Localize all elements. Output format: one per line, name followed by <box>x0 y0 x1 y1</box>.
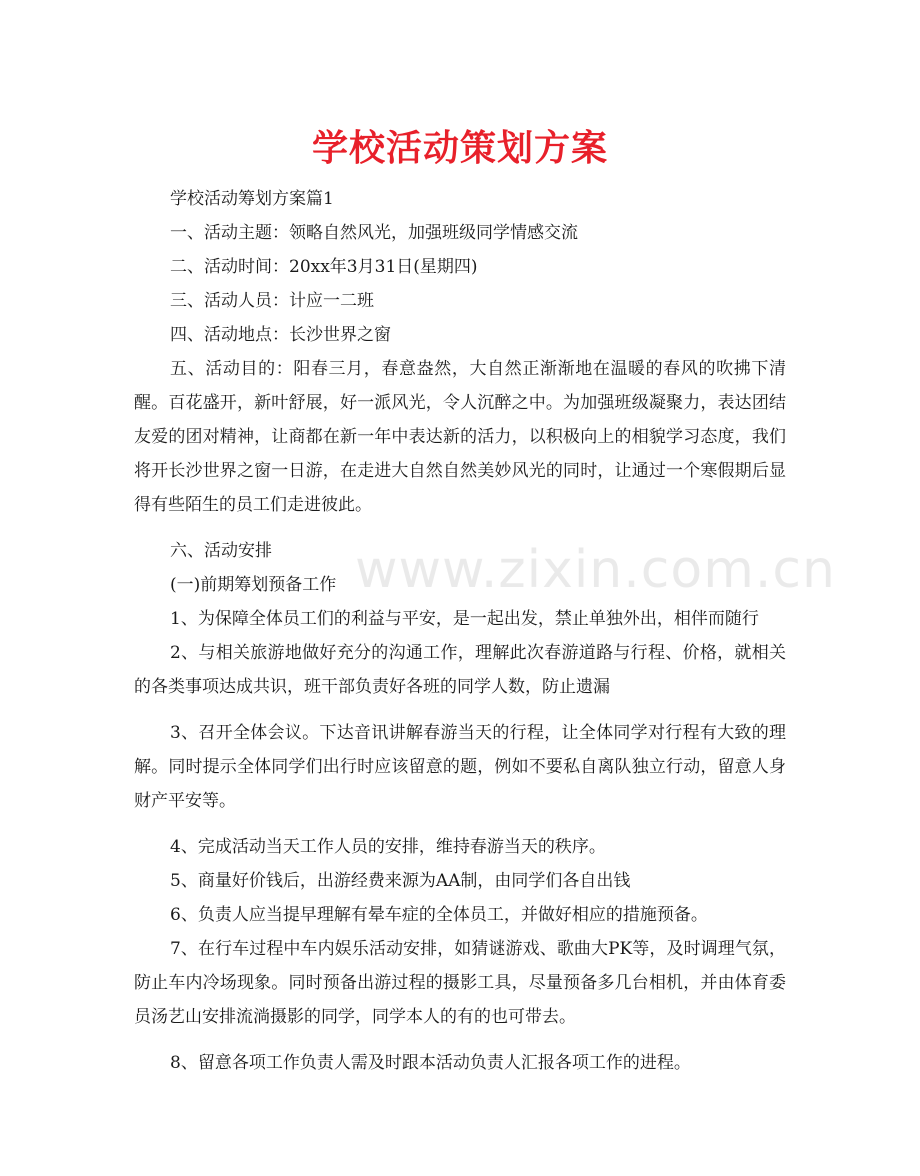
watermark: www.zixin.com.cn <box>355 540 836 600</box>
paragraph-item-1: 1、为保障全体员工们的利益与平安，是一起出发，禁止单独外出，相伴而随行 <box>170 609 759 629</box>
paragraph-item-2: 2、与相关旅游地做好充分的沟通工作，理解此次春游道路与行程、价格，就相关的各类事项达成共识，班干部负责好各班的同学人数，防止遗漏 <box>134 643 786 697</box>
document-body <box>134 182 786 1080</box>
document-title: 学校活动策划方案 <box>311 128 608 169</box>
paragraph-preparation: (一)前期筹划预备工作 <box>170 575 337 595</box>
paragraph-item-5: 5、商量好价钱后，出游经费来源为AA制，由同学们各自出钱 <box>170 871 631 891</box>
paragraph-item-6: 6、负责人应当提早理解有晕车症的全体员工，并做好相应的措施预备。 <box>170 905 708 925</box>
paragraph-location: 四、活动地点：长沙世界之窗 <box>170 325 391 345</box>
paragraph-theme: 一、活动主题：领略自然风光，加强班级同学情感交流 <box>170 223 578 243</box>
paragraph-time: 二、活动时间：20xx年3月31日(星期四) <box>170 257 478 277</box>
paragraph-purpose: 五、活动目的：阳春三月，春意盎然，大自然正渐渐地在温暖的春风的吹拂下清醒。百花盛开，新叶舒展，好一派风光，令人沉醉之中。为加强班级凝聚力，表达团结友爱的团对精神，让商都在新一年中表达新的活力，以积极向上的相貌学习态度，我们将开长沙世界之窗一日游，在走进大自然自然美妙风光的同时，让通过一个寒假期后显得有些陌生的员工们走进彼此。 <box>134 359 786 515</box>
paragraph-arrangement: 六、活动安排 <box>170 541 272 561</box>
paragraph-item-4: 4、完成活动当天工作人员的安排，维持春游当天的秩序。 <box>170 837 606 857</box>
paragraph-heading: 学校活动筹划方案篇1 <box>170 189 334 209</box>
paragraph-item-7: 7、在行车过程中车内娱乐活动安排，如猜谜游戏、歌曲大PK等，及时调理气氛，防止车内冷场现象。同时预备出游过程的摄影工具，尽量预备多几台相机，并由体育委员汤艺山安排流淌摄影的同学，同学本人的有的也可带去。 <box>134 939 786 1027</box>
paragraph-participants: 三、活动人员：计应一二班 <box>170 291 374 311</box>
paragraph-item-8: 8、留意各项工作负责人需及时跟本活动负责人汇报各项工作的进程。 <box>170 1053 691 1073</box>
paragraph-item-3: 3、召开全体会议。下达音讯讲解春游当天的行程，让全体同学对行程有大致的理解。同时提示全体同学们出行时应该留意的题，例如不要私自离队独立行动，留意人身财产平安等。 <box>134 723 786 811</box>
